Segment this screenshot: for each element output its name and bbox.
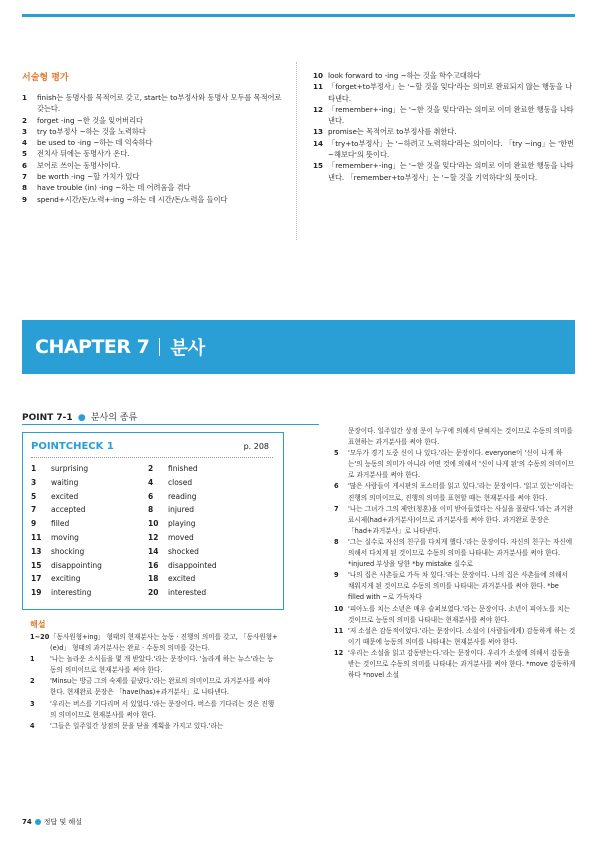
answer-row: [31, 490, 276, 504]
answer-word: interested: [168, 588, 207, 598]
answer-word: reading: [168, 491, 197, 501]
explanation-list-left: [30, 632, 278, 732]
answer-number: 18: [148, 574, 159, 584]
list-item: [334, 481, 576, 503]
item-text: '나는 놀라운 소식들을 몇 개 받았다.'라는 문장이다. '놀라게 하는 뉴스'라는 능동의 의미이므로 현재분사를 써야 한다.: [50, 655, 274, 675]
answer-number: 16: [148, 560, 159, 570]
answer-word: disappointing: [51, 560, 102, 570]
list-item: [30, 699, 278, 721]
pointcheck-page: p. 208: [243, 442, 269, 451]
item-text: '그들은 일주일간 상점의 문을 닫을 계획을 가지고 있다.'라는: [50, 721, 224, 730]
item-text: '모두가 경기 도중 신이 나 있다.'라는 문장이다. everyone이 '신이 나게 하는'의 능동의 의미가 아니라 어떤 것에 의해서 '신이 나게 된'의 수동의 의미이므로 과거분사를 써야 한다.: [348, 449, 574, 480]
list-item: [22, 126, 290, 137]
item-text: '그는 실수로 자신의 친구를 다치게 했다.'라는 문장이다. 자신의 친구는 자신에 의해서 다치게 된 것이므로 수동의 의미를 나타내는 과거분사를 써야 한다.: [348, 537, 573, 558]
item-number: 7: [334, 504, 339, 513]
list-item: [22, 92, 290, 115]
list-item: [22, 171, 290, 182]
item-number: 5: [334, 449, 339, 458]
answer-word: injured: [168, 505, 194, 515]
answer-row: [31, 462, 276, 476]
answer-number: 12: [148, 532, 159, 542]
answer-number: 15: [31, 560, 42, 570]
item-number: 3: [22, 126, 28, 136]
item-number: 1~20: [30, 633, 50, 641]
answer-number: 11: [31, 532, 42, 542]
item-number: 12: [313, 104, 324, 114]
answer-word: excited: [51, 491, 79, 501]
answer-word: waiting: [51, 477, 79, 487]
essay-list-right: [313, 70, 575, 183]
item-text: spend+시간/돈/노력+-ing ~하는 데 시간/돈/노력을 들이다: [37, 194, 228, 204]
item-text: finish는 동명사를 목적어로 갖고, start는 to부정사와 동명사 모두를 목적어로 갖는다.: [37, 93, 282, 114]
answer-number: 17: [31, 574, 42, 584]
list-item: [334, 537, 576, 559]
answer-word: surprising: [51, 464, 89, 473]
item-text: 전치사 뒤에는 동명사가 온다.: [37, 149, 130, 159]
answer-number: 4: [148, 477, 154, 487]
item-number: [334, 426, 348, 448]
item-number: 13: [313, 127, 324, 137]
chapter-separator: [159, 338, 160, 356]
item-number: 9: [22, 194, 28, 204]
answer-number: 20: [148, 588, 159, 598]
item-number: 3: [30, 699, 35, 708]
answer-number: 1: [31, 464, 37, 473]
answer-word: moved: [168, 532, 194, 542]
item-number: 1: [22, 93, 28, 102]
answer-word: closed: [168, 477, 193, 487]
list-item: [22, 115, 290, 126]
item-text: be worth -ing ~할 가치가 있다: [37, 172, 140, 182]
item-number: 5: [22, 149, 28, 159]
item-text: '나는 그녀가 그의 제안(청혼)을 이미 받아들였다는 사실을 몰랐다.'라는 과거완료시제(had+과거분사)이므로 과거분사를 써야 한다. 과거완료 문장은 「had+과거분사」로 나타낸다.: [348, 504, 574, 535]
item-number: 4: [22, 138, 28, 148]
item-text: '피아노를 치는 소년은 매우 슬퍼보였다.'라는 문장이다. 소년이 피아노를 치는 것이므로 능동의 의미를 나타내는 현재분사를 써야 한다.: [348, 604, 571, 624]
pointcheck-answers: [31, 462, 276, 600]
list-item: [22, 182, 290, 193]
answer-row: [31, 531, 276, 545]
item-text: '우리는 소설을 읽고 감동받는다.'라는 문장이다. 우리가 소설에 의해서 감동을 받는 것이므로 수동의 의미를 나타내는 과거분사를 써야 한다. *move 감동하게 하다 *novel 소설: [348, 648, 576, 680]
item-number: 9: [334, 571, 339, 580]
answer-number: 5: [31, 491, 37, 501]
explanation-title: 해설: [30, 620, 46, 629]
answer-number: 6: [148, 491, 154, 501]
item-text: 'Minsu는 방금 그의 숙제를 끝냈다.'라는 완료의 의미이므로 과거분사를 써야 한다. 현재완료 문장은 「have(has)+과거분사」로 나타낸다.: [50, 677, 271, 697]
list-item: [313, 81, 575, 104]
item-number: 6: [334, 482, 339, 491]
point-name: 분사의 종류: [90, 413, 138, 423]
item-text: 「forget+to부정사」는 '~할 것을 잊다'라는 의미로 완료되지 않는 행동을 나타낸다.: [328, 82, 573, 103]
answer-number: 10: [148, 519, 159, 529]
list-item: [334, 626, 576, 648]
answer-row: [31, 545, 276, 559]
page-footer: [22, 817, 82, 827]
answer-row: [31, 503, 276, 517]
answer-word: finished: [168, 464, 198, 473]
pointcheck-title: POINTCHECK 1: [31, 441, 114, 452]
item-text: 「동사원형+ing」 형태의 현재분사는 능동 · 진행의 의미를 갖고, 「동사원형+(e)d」 형태의 과거분사는 완료 · 수동의 의미를 갖는다.: [50, 633, 278, 653]
list-item: [313, 70, 575, 81]
item-text: '우리는 버스를 기다리며 서 있었다.'라는 문장이다. 버스를 기다리는 것은 진행의 의미이므로 현재분사를 써야 한다.: [50, 699, 275, 719]
answer-row: [31, 476, 276, 490]
chapter-subtitle: 분사: [170, 338, 206, 359]
list-item: [313, 104, 575, 127]
answer-word: filled: [51, 519, 70, 529]
list-item: [334, 570, 576, 603]
item-number: 7: [22, 172, 28, 182]
answer-number: 9: [31, 519, 37, 529]
item-number: 2: [22, 115, 28, 125]
chapter-label: CHAPTER 7: [35, 336, 150, 358]
item-number: 6: [22, 160, 28, 170]
item-text: '나의 집은 사촌들로 가득 차 있다.'라는 문장이다. 나의 집은 사촌들에 의해서 채워지게 된 것이므로 수동의 의미를 나타내는 과거분사를 써야 한다. *be filled with ~로 가득차다: [348, 571, 568, 602]
item-number: 15: [313, 161, 324, 171]
answer-number: 14: [148, 546, 159, 556]
item-number: 11: [313, 82, 324, 92]
answer-word: excited: [168, 574, 196, 584]
list-item: [334, 448, 576, 481]
item-number: 12: [334, 648, 344, 657]
answer-word: shocking: [51, 546, 85, 556]
column-divider: [296, 62, 297, 240]
bullet-icon: ●: [77, 413, 86, 423]
item-number: 10: [334, 604, 344, 613]
item-text: '많은 사람들이 게시판의 포스터를 읽고 있다.'라는 문장이다. '읽고 있는'이라는 진행의 의미이므로, 진행의 의미를 표현할 때는 현재분사를 써야 한다.: [348, 482, 574, 502]
chapter-banner: [22, 320, 575, 374]
answer-number: 8: [148, 505, 154, 515]
list-item: [30, 721, 278, 732]
item-number: 10: [313, 71, 324, 80]
item-text: have trouble (in) -ing ~하는 데 어려움을 겪다: [37, 183, 191, 193]
list-item: [22, 160, 290, 171]
item-text: 문장이다. 일주일간 상점 문이 누구에 의해서 닫혀지는 것이므로 수동의 의미를 표현하는 과거분사를 써야 한다.: [348, 427, 573, 447]
item-number: 1: [30, 655, 35, 664]
list-item: [334, 648, 576, 681]
item-number: 11: [334, 626, 344, 635]
answer-number: 2: [148, 464, 154, 473]
item-number: 8: [22, 183, 28, 193]
footer-label: 정답 및 해설: [43, 818, 83, 826]
list-item: [313, 160, 575, 183]
item-text: *injured 부상을 당한 *by mistake 실수로: [348, 560, 473, 569]
answer-row: [31, 559, 276, 573]
list-item: [30, 654, 278, 676]
item-number: 8: [334, 537, 339, 546]
item-number: [334, 559, 348, 570]
pointcheck-box: [22, 432, 284, 610]
item-text: 「remember+-ing」는 '~한 것을 잊다'라는 의미로 이미 완료한 행동을 나타낸다.: [328, 104, 574, 126]
answer-word: exciting: [51, 574, 81, 584]
answer-word: disappointed: [168, 560, 217, 570]
essay-list-left: [22, 92, 290, 205]
item-text: 보어로 쓰이는 동명사이다.: [37, 160, 121, 170]
item-number: 14: [313, 138, 324, 148]
item-text: 「try+to부정사」는 '~하려고 노력하다'라는 의미이다. 「try ~ing」는 '한번 ~해보다'의 뜻이다.: [328, 138, 574, 160]
item-number: 4: [30, 721, 35, 730]
item-text: look forward to -ing ~하는 것을 학수고대하다: [328, 71, 481, 80]
answer-number: 7: [31, 505, 37, 515]
answer-number: 19: [31, 588, 42, 598]
answer-row: [31, 586, 276, 600]
footer-dot-icon: [35, 819, 41, 825]
item-text: forget -ing ~한 것을 잊어버리다: [37, 115, 143, 125]
answer-word: interesting: [51, 588, 92, 598]
list-item: [22, 148, 290, 159]
item-text: 「remember+-ing」는 '~한 것을 잊다'라는 의미로 이미 완료한 행동을 나타낸다. 「remember+to부정사」는 '~할 것을 기억하다'의 뜻이다.: [328, 161, 574, 182]
item-text: '저 소설은 감동적이었다.'라는 문장이다. 소설이 (사람들에게) 감동하게 하는 것이기 때문에 능동의 의미를 나타내는 현재분사를 써야 한다.: [348, 626, 576, 646]
list-item: [22, 137, 290, 148]
item-text: promise는 목적어로 to부정사를 취한다.: [328, 127, 457, 137]
answer-row: [31, 572, 276, 586]
point-rule: [22, 424, 319, 425]
answer-word: shocked: [168, 546, 199, 556]
list-item: [334, 504, 576, 537]
point-heading: [22, 410, 137, 423]
page-number: 74: [22, 818, 32, 826]
list-item: [22, 194, 290, 205]
answer-number: 13: [31, 546, 42, 556]
list-item: [30, 676, 278, 698]
list-item: [313, 138, 575, 161]
list-item: [334, 559, 576, 570]
list-item: [334, 426, 576, 448]
list-item: [30, 632, 278, 654]
explanation-list-right: [334, 426, 576, 681]
item-text: try to부정사 ~하는 것을 노력하다: [37, 126, 146, 136]
pointcheck-divider: [31, 457, 273, 458]
point-label: POINT 7-1: [22, 413, 73, 423]
item-number: 2: [30, 677, 35, 686]
answer-word: accepted: [51, 505, 86, 515]
answer-number: 3: [31, 477, 37, 487]
answer-word: moving: [51, 532, 79, 542]
answer-word: playing: [168, 519, 196, 529]
item-text: be used to -ing ~하는 데 익숙하다: [37, 138, 153, 148]
list-item: [313, 126, 575, 137]
list-item: [334, 604, 576, 626]
essay-section-title: 서술형 평가: [22, 73, 69, 83]
answer-row: [31, 517, 276, 531]
top-rule: [22, 14, 575, 17]
